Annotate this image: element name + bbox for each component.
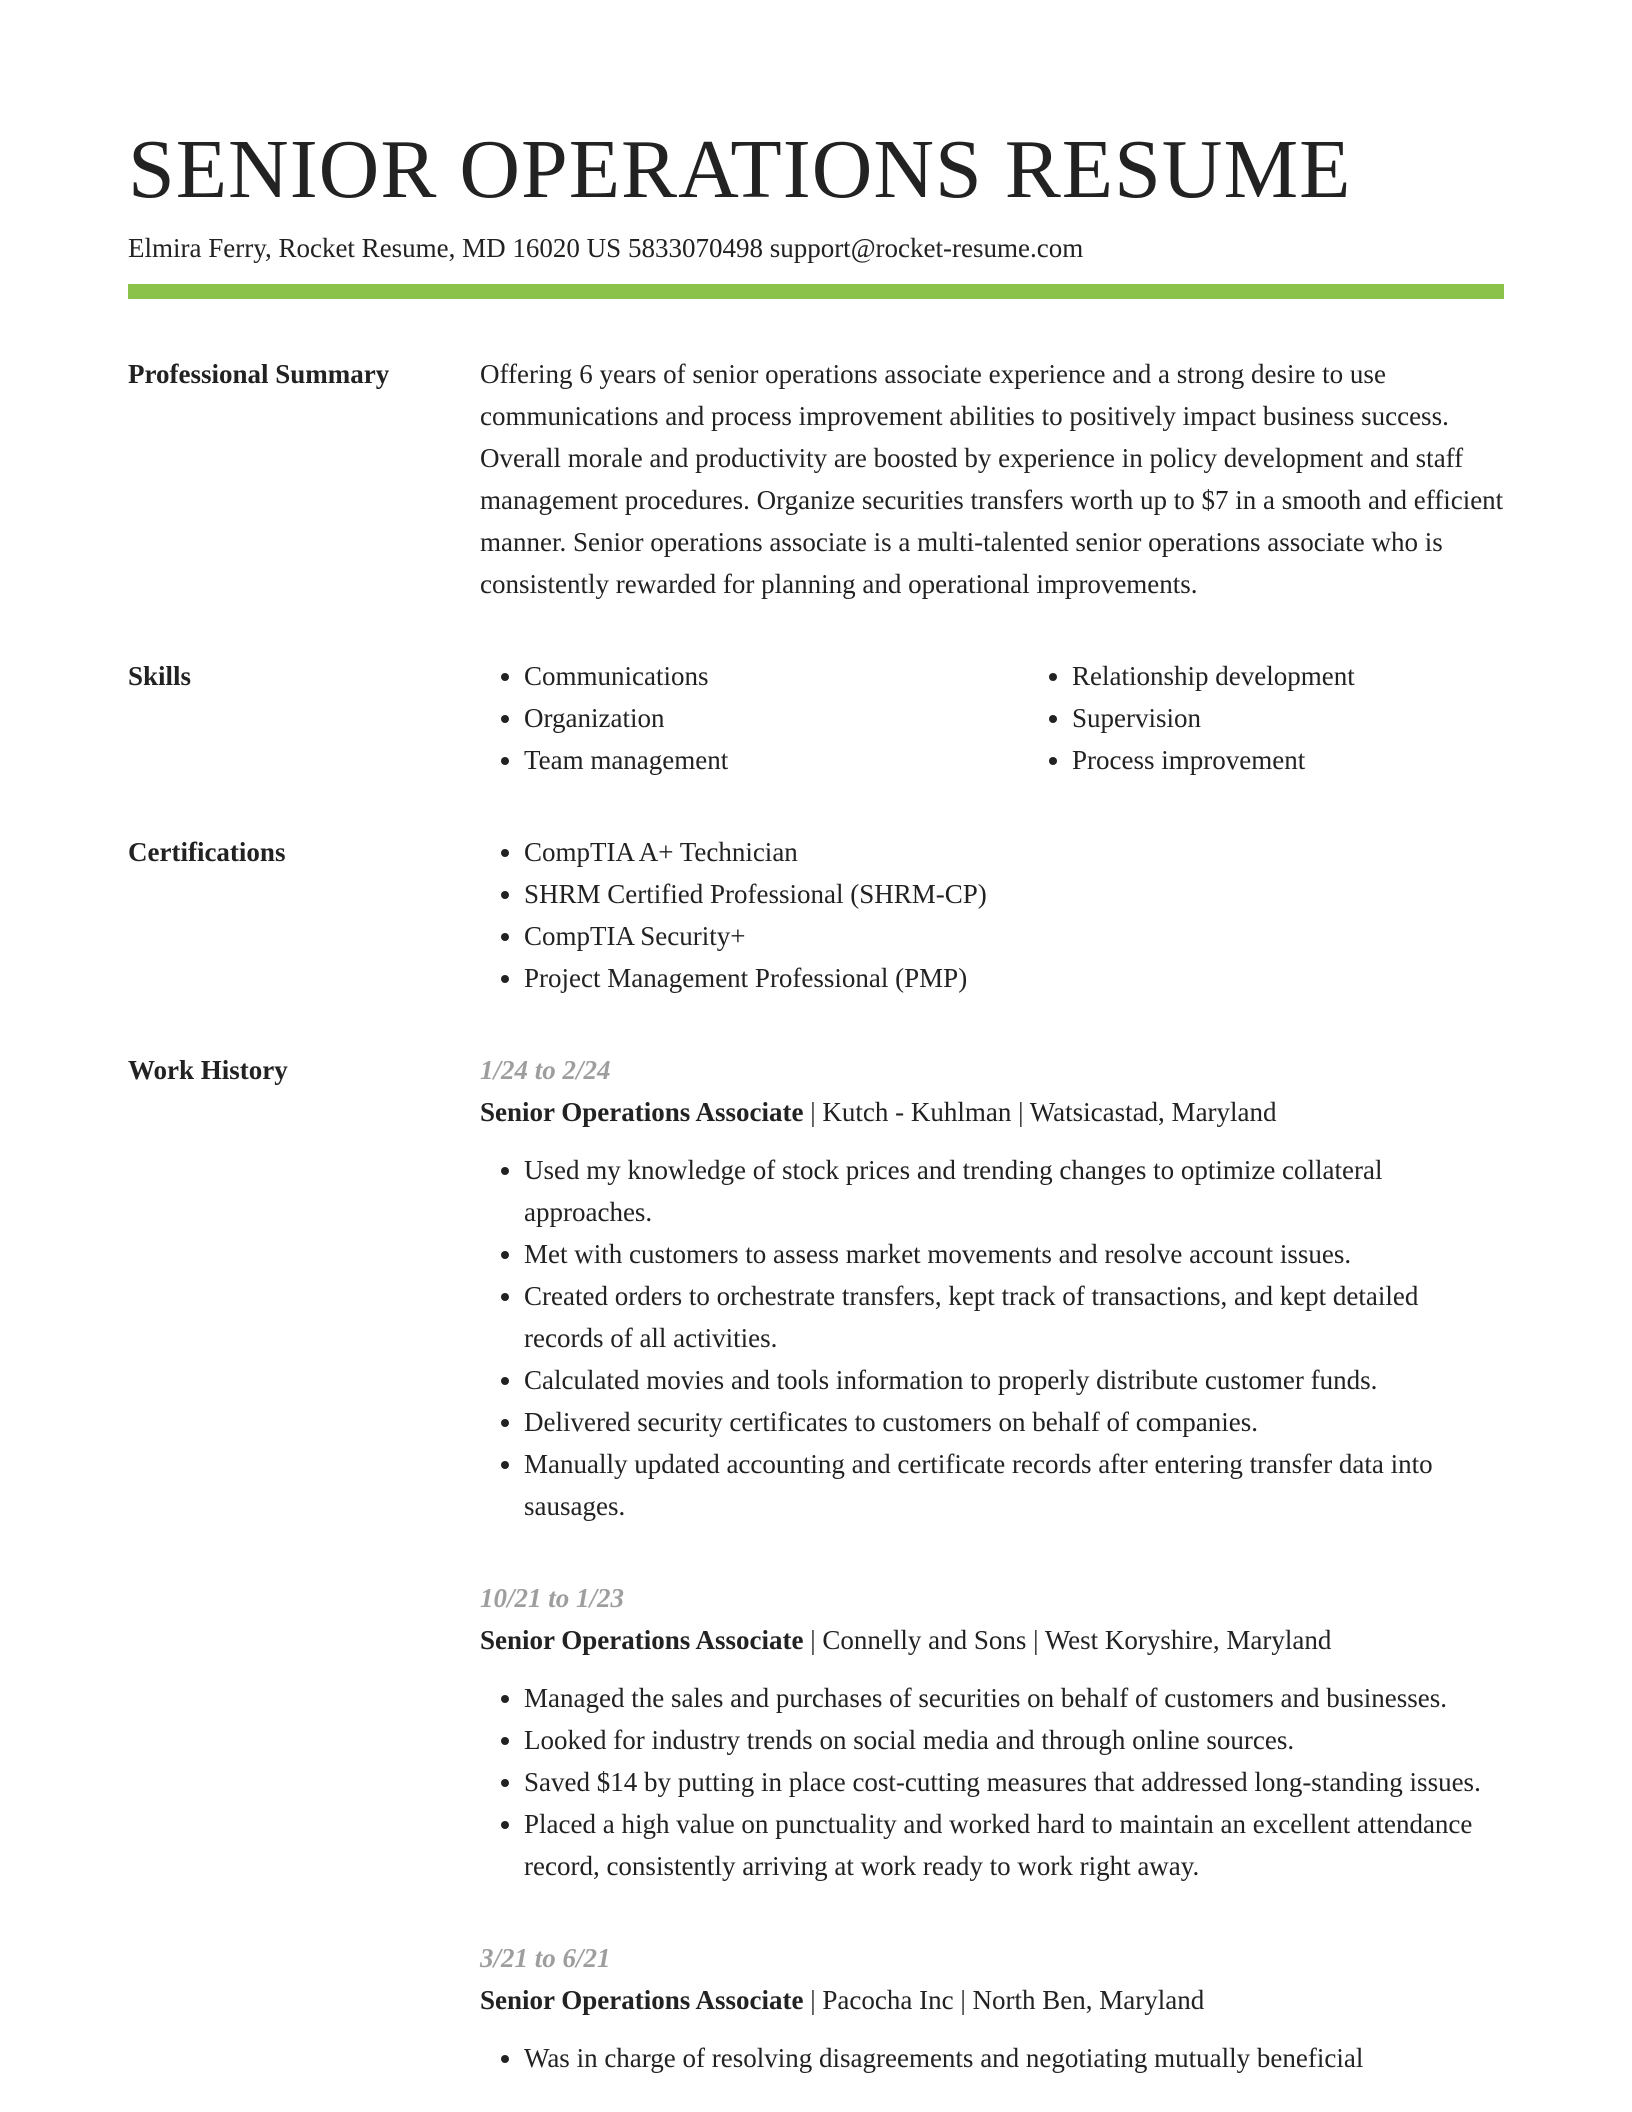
certifications-content	[480, 831, 1504, 999]
job-entry	[480, 1049, 1504, 1527]
contact-line	[128, 230, 1504, 266]
job-bullets	[480, 1677, 1504, 1887]
certification-item: • CompTIA A+ Technician	[524, 831, 1504, 873]
skill-item: • Relationship development	[1072, 655, 1576, 697]
job-heading	[480, 1979, 1504, 2021]
job-company-location: | Connelly and Sons | West Koryshire, Maryland	[803, 1625, 1332, 1655]
job-bullet: • Met with customers to assess market movements and resolve account issues.	[524, 1233, 1504, 1275]
job-company-location: | Pacocha Inc | North Ben, Maryland	[803, 1985, 1205, 2015]
contact-name-location: Elmira Ferry, Rocket Resume, MD 16020 US	[128, 233, 622, 263]
job-bullet: • Created orders to orchestrate transfers, kept track of transactions, and kept detailed records of all activities.	[524, 1275, 1504, 1359]
certification-item: • CompTIA Security+	[524, 915, 1504, 957]
skills-grid	[480, 655, 1576, 781]
job-bullet: • Manually updated accounting and certificate records after entering transfer data into sausages.	[524, 1443, 1504, 1527]
skill-item: • Supervision	[1072, 697, 1576, 739]
certification-item: • Project Management Professional (PMP)	[524, 957, 1504, 999]
job-bullet: • Placed a high value on punctuality and worked hard to maintain an excellent attendance record, consistently arriving at work ready to work right away.	[524, 1803, 1504, 1887]
job-dates: 10/21 to 1/23	[480, 1583, 625, 1613]
job-company-location: | Kutch - Kuhlman | Watsicastad, Maryland	[803, 1097, 1277, 1127]
skill-item: • Team management	[524, 739, 1028, 781]
job-bullet: • Used my knowledge of stock prices and trending changes to optimize collateral approaches.	[524, 1149, 1504, 1233]
job-bullets	[480, 1149, 1504, 1527]
job-title: Senior Operations Associate	[480, 1985, 804, 2015]
job-bullet: • Saved $14 by putting in place cost-cutting measures that addressed long-standing issues.	[524, 1761, 1504, 1803]
job-entry	[480, 1937, 1504, 2079]
job-bullet: • Delivered security certificates to customers on behalf of companies.	[524, 1401, 1504, 1443]
job-bullet: • Managed the sales and purchases of securities on behalf of customers and businesses.	[524, 1677, 1504, 1719]
job-bullet: • Looked for industry trends on social media and through online sources.	[524, 1719, 1504, 1761]
job-bullet: • Was in charge of resolving disagreements and negotiating mutually beneficial	[524, 2037, 1504, 2079]
skill-item: • Organization	[524, 697, 1028, 739]
resume-title: SENIOR OPERATIONS RESUME	[128, 123, 1352, 216]
skills-column-2	[1028, 655, 1576, 781]
header-divider	[128, 284, 1504, 299]
summary-text: Offering 6 years of senior operations associate experience and a strong desire to use communications and process improvement abilities to positively impact business success. Overall morale and productivity are boosted by experience in policy development and staff management procedures. Organize securities transfers worth up to $7 in a smooth and efficient manner. Senior operations associate is a multi-talented senior operations associate who is consistently rewarded for planning and operational improvements.	[480, 359, 1504, 599]
work-history-content	[480, 1049, 1504, 2079]
certification-item: • SHRM Certified Professional (SHRM-CP)	[524, 873, 1504, 915]
skill-item: • Process improvement	[1072, 739, 1576, 781]
section-label-summary: Professional Summary	[128, 359, 390, 389]
summary-section	[128, 353, 1504, 605]
job-dates: 3/21 to 6/21	[480, 1943, 611, 1973]
job-entry	[480, 1577, 1504, 1887]
job-title: Senior Operations Associate	[480, 1625, 804, 1655]
work-history-section	[128, 1049, 1504, 2079]
skills-column-1	[480, 655, 1028, 781]
contact-phone: 5833070498	[627, 233, 763, 263]
section-label-work-history: Work History	[128, 1055, 288, 1085]
section-label-certifications: Certifications	[128, 837, 286, 867]
job-bullet: • Calculated movies and tools information to properly distribute customer funds.	[524, 1359, 1504, 1401]
certifications-list	[480, 831, 1504, 999]
contact-email: support@rocket-resume.com	[769, 233, 1084, 263]
certifications-section	[128, 831, 1504, 999]
job-title: Senior Operations Associate	[480, 1097, 804, 1127]
resume-page	[128, 120, 1504, 2079]
skills-section	[128, 655, 1504, 781]
skill-item: • Communications	[524, 655, 1028, 697]
job-dates: 1/24 to 2/24	[480, 1055, 611, 1085]
section-label-skills: Skills	[128, 661, 192, 691]
job-bullets	[480, 2037, 1504, 2079]
job-heading	[480, 1619, 1504, 1661]
job-heading	[480, 1091, 1504, 1133]
